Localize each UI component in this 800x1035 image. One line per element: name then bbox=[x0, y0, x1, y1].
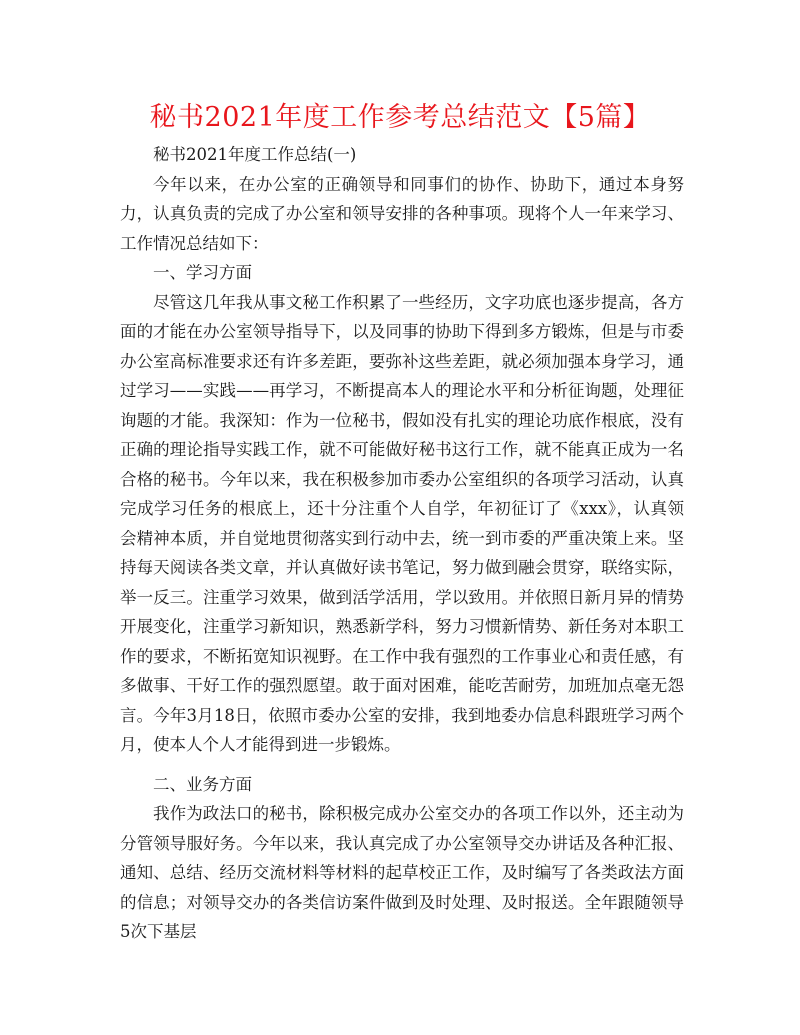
intro-paragraph: 今年以来，在办公室的正确领导和同事们的协作、协助下，通过本身努力，认真负责的完成了办公室和领导安排的各种事项。现将个人一年来学习、工作情况总结如下： bbox=[120, 174, 684, 253]
business-paragraph: 我作为政法口的秘书，除积极完成办公室交办的各项工作以外，还主动为分管领导服好务。今年以来，我认真完成了办公室领导交办讲话及各种汇报、通知、总结、经历交流材料等材料的起草校正工作，及时编写了各类政法方面的信息；对领导交办的各类信访案件做到及时处理、及时报送。全年跟随领导5次下基层 bbox=[120, 804, 684, 941]
document-body bbox=[120, 140, 684, 947]
heading-study: 一、学习方面 bbox=[153, 263, 252, 282]
section-heading-part-one: 秘书2021年度工作总结(一) bbox=[153, 145, 357, 164]
heading-business: 二、业务方面 bbox=[153, 774, 252, 794]
study-paragraph: 尽管这几年我从事文秘工作积累了一些经历，文字功底也逐步提高，各方面的才能在办公室领导指导下，以及同事的协助下得到多方锻炼，但是与市委办公室高标准要求还有许多差距，要弥补这些差距，就必须加强本身学习，通过学习——实践——再学习，不断提高本人的理论水平和分析征询题，处理征询题的才能。我深知：作为一位秘书，假如没有扎实的理论功底作根底，没有正确的理论指导实践工作，就不可能做好秘书这行工作，就不能真正成为一名合格的秘书。今年以来，我在积极参加市委办公室组织的各项学习活动，认真完成学习任务的根底上，还十分注重个人自学，年初征订了《xxx》，认真领会精神本质，并自觉地贯彻落实到行动中去，统一到市委的严重决策上来。坚持每天阅读各类文章，并认真做好读书笔记，努力做到融会贯穿，联络实际，举一反三。注重学习效果，做到活学活用，学以致用。并依照日新月异的情势开展变化，注重学习新知识，熟悉新学科，努力习惯新情势、新任务对本职工作的要求，不断拓宽知识视野。在工作中我有强烈的工作事业心和责任感，有多做事、干好工作的强烈愿望。敢于面对困难，能吃苦耐劳，加班加点毫无怨言。今年3月18日，依照市委办公室的安排，我到地委办信息科跟班学习两个月，使本人个人才能得到进一步锻炼。 bbox=[120, 292, 684, 754]
document-title: 秘书2021年度工作参考总结范文【5篇】 bbox=[149, 102, 651, 133]
